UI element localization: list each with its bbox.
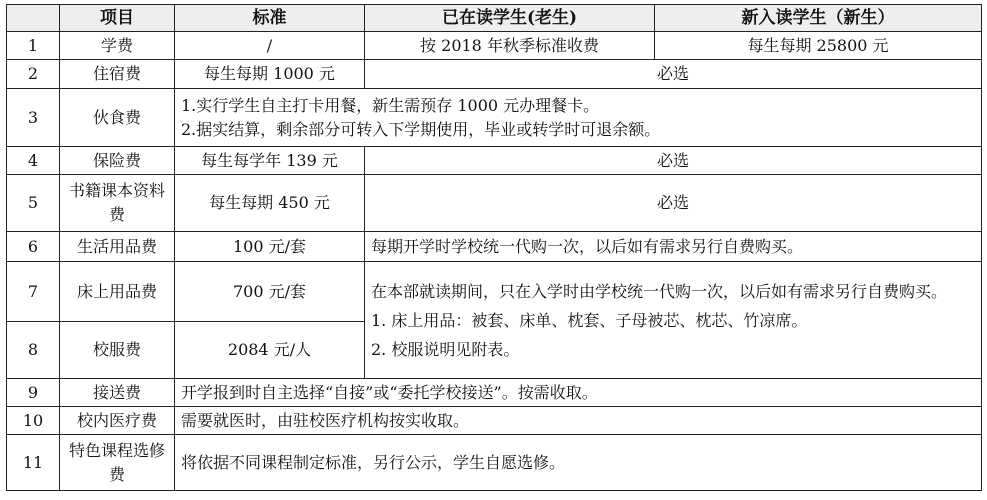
table-row	[7, 60, 982, 89]
row-old-students: 按 2018 年秋季标准收费	[365, 32, 655, 60]
row-item: 校服费	[60, 322, 175, 379]
table-row	[7, 89, 982, 147]
row-merged-note: 必选	[365, 147, 982, 175]
row-standard: 700 元/套	[175, 262, 365, 322]
table-row	[7, 232, 982, 262]
note-line: 1.实行学生自主打卡用餐，新生需预存 1000 元办理餐卡。	[181, 95, 600, 115]
header-index	[7, 5, 60, 32]
row-standard: 每生每期 1000 元	[175, 60, 365, 89]
row-item: 学费	[60, 32, 175, 60]
header-item: 项目	[60, 5, 175, 32]
row-standard: 100 元/套	[175, 232, 365, 262]
note-line: 1. 床上用品：被套、床单、枕套、子母被芯、枕芯、竹凉席。	[371, 310, 808, 330]
header-standard: 标准	[175, 5, 365, 32]
row-number: 10	[7, 407, 60, 435]
row-note	[175, 89, 982, 147]
header-new-students: 新入读学生（新生）	[655, 5, 982, 32]
row-number: 11	[7, 435, 60, 491]
row-item: 特色课程选修费	[60, 435, 175, 491]
note-line: 2.据实结算，剩余部分可转入下学期使用，毕业或转学时可退余额。	[181, 119, 661, 139]
rows-7-8-note	[365, 262, 982, 379]
row-item: 书籍课本资料费	[60, 175, 175, 232]
row-standard: /	[175, 32, 365, 60]
table-row	[7, 147, 982, 175]
row-number: 9	[7, 379, 60, 407]
row-number: 5	[7, 175, 60, 232]
row-item: 住宿费	[60, 60, 175, 89]
table-row	[7, 175, 982, 232]
row-note: 开学报到时自主选择“自接”或“委托学校接送”。按需收取。	[175, 379, 982, 407]
row-number: 4	[7, 147, 60, 175]
row-note: 需要就医时，由驻校医疗机构按实收取。	[175, 407, 982, 435]
row-item: 保险费	[60, 147, 175, 175]
row-item: 生活用品费	[60, 232, 175, 262]
table-header-row	[7, 5, 982, 32]
row-item: 床上用品费	[60, 262, 175, 322]
header-old-students: 已在读学生(老生)	[365, 5, 655, 32]
fee-table	[6, 4, 982, 491]
row-item: 校内医疗费	[60, 407, 175, 435]
row-standard: 2084 元/人	[175, 322, 365, 379]
note-line: 在本部就读期间，只在入学时由学校统一代购一次，以后如有需求另行自费购买。	[371, 281, 948, 301]
table-row	[7, 262, 982, 322]
row-number: 3	[7, 89, 60, 147]
row-item: 伙食费	[60, 89, 175, 147]
table-row	[7, 32, 982, 60]
row-item: 接送费	[60, 379, 175, 407]
row-merged-note: 必选	[365, 175, 982, 232]
row-number: 8	[7, 322, 60, 379]
row-note: 将依据不同课程制定标准，另行公示，学生自愿选修。	[175, 435, 982, 491]
row-number: 2	[7, 60, 60, 89]
row-new-students: 每生每期 25800 元	[655, 32, 982, 60]
row-standard: 每生每期 450 元	[175, 175, 365, 232]
row-merged-note: 必选	[365, 60, 982, 89]
row-number: 7	[7, 262, 60, 322]
table-row	[7, 379, 982, 407]
table-row	[7, 407, 982, 435]
row-note: 每期开学时学校统一代购一次，以后如有需求另行自费购买。	[365, 232, 982, 262]
row-standard: 每生每学年 139 元	[175, 147, 365, 175]
table-row	[7, 435, 982, 491]
row-number: 1	[7, 32, 60, 60]
row-number: 6	[7, 232, 60, 262]
note-line: 2. 校服说明见附表。	[371, 339, 520, 359]
